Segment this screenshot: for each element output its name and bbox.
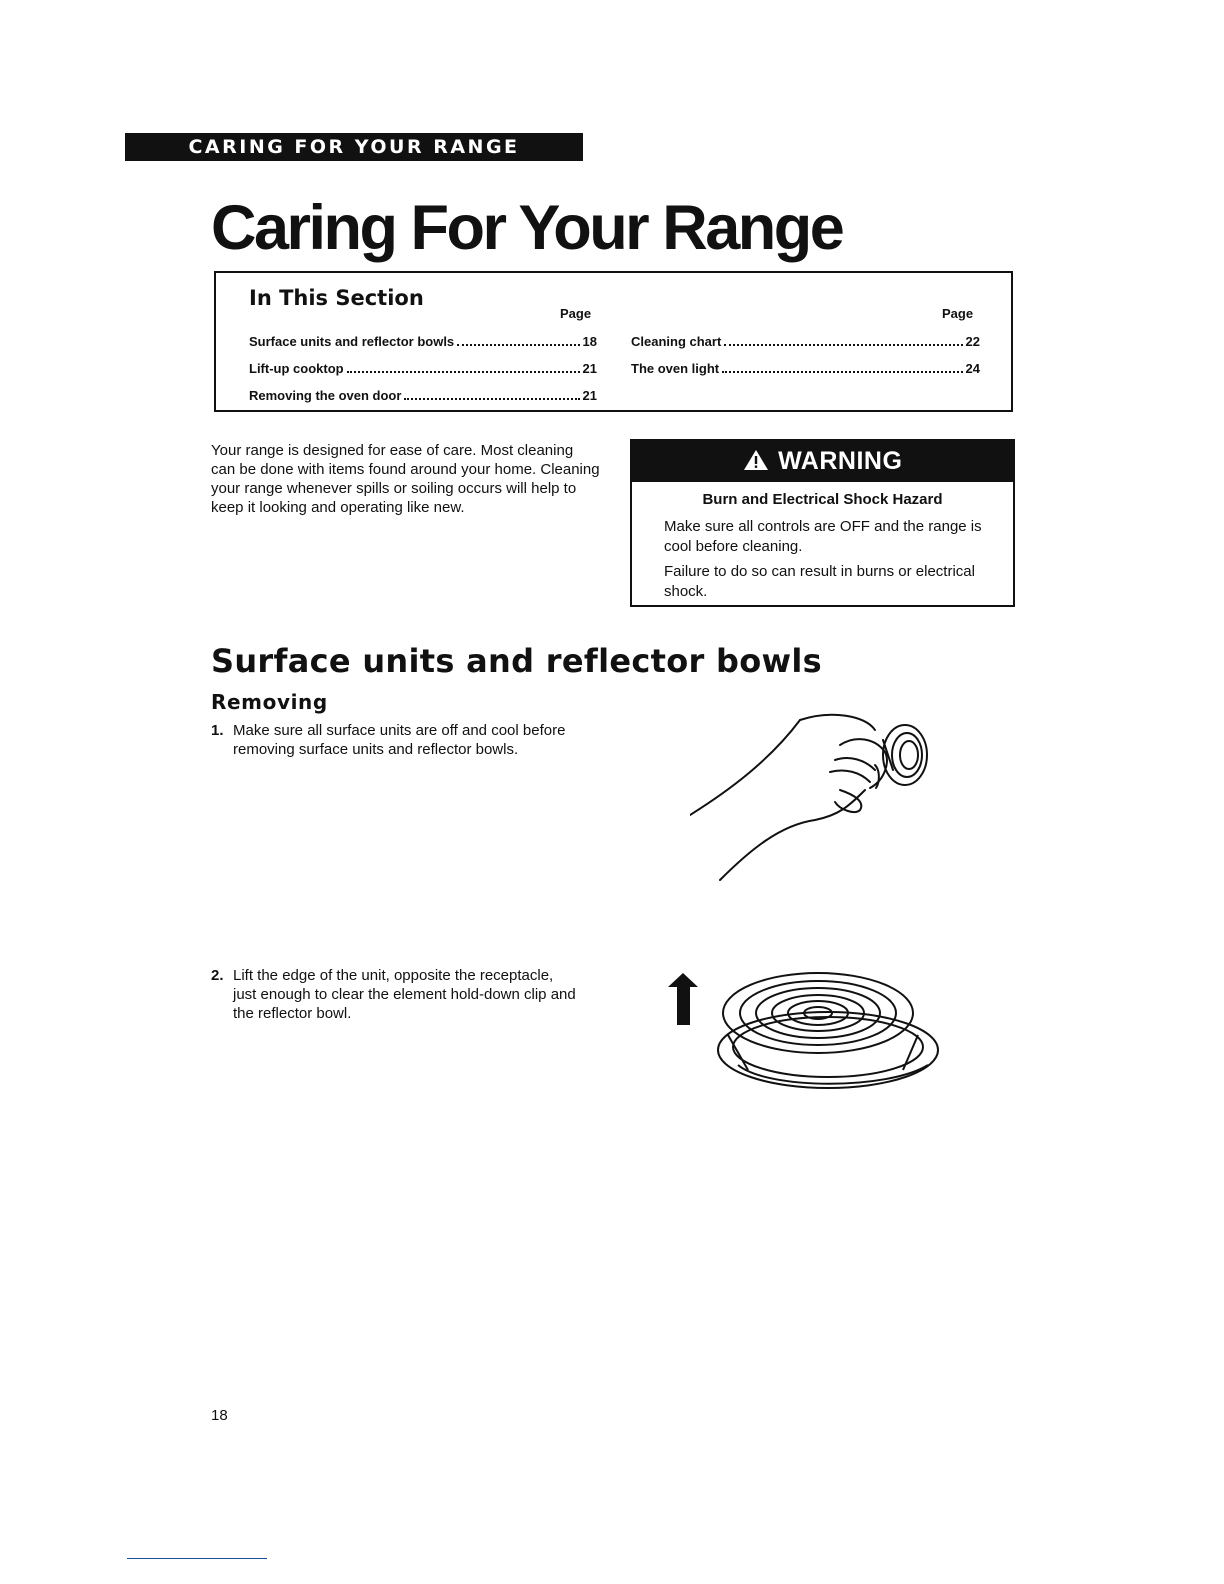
- toc-entry-page: 22: [965, 334, 980, 349]
- toc-entry-oven-light[interactable]: [631, 361, 980, 376]
- intro-paragraph: Your range is designed for ease of care. Most cleaning can be done with items found around your home. Cleaning your range whenever spills or soiling occurs will help to keep it looking and operating like new.: [211, 442, 600, 516]
- warning-triangle-icon: [743, 447, 778, 475]
- hand-removing-unit-illustration: [690, 710, 940, 890]
- toc-entry-page: 24: [965, 361, 980, 376]
- warning-paragraph-2: Failure to do so can result in burns or electrical shock.: [664, 563, 975, 600]
- toc-heading: In This Section: [249, 286, 424, 310]
- toc-entry-label: Surface units and reflector bowls: [249, 334, 455, 349]
- toc-entry-label: Cleaning chart: [631, 334, 722, 349]
- toc-entry-label: Lift-up cooktop: [249, 361, 344, 376]
- warning-paragraph-1: Make sure all controls are OFF and the range is cool before cleaning.: [664, 518, 982, 555]
- toc-entry-page: 21: [582, 388, 597, 403]
- toc-leader-dots: [724, 335, 962, 346]
- step-number: 1.: [211, 722, 224, 739]
- toc-entry-cleaning-chart[interactable]: [631, 334, 980, 349]
- toc-entry-lift-up-cooktop[interactable]: [249, 361, 597, 376]
- step-1: [211, 721, 581, 781]
- toc-leader-dots: [457, 335, 579, 346]
- warning-banner: [632, 441, 1013, 482]
- toc-leader-dots: [722, 362, 962, 373]
- step-number: 2.: [211, 967, 224, 984]
- footer-rule: [127, 1558, 267, 1559]
- toc-entry-page: 21: [582, 361, 597, 376]
- step-text: Make sure all surface units are off and cool before removing surface units and reflector bowls.: [233, 722, 566, 758]
- subsection-title: Removing: [211, 690, 328, 714]
- toc-page-header-left: Page: [560, 306, 592, 321]
- toc-entry-surface-units[interactable]: [249, 334, 597, 349]
- toc-page-header-right: Page: [942, 306, 974, 321]
- step-2: [211, 966, 581, 1026]
- lift-unit-illustration: [668, 965, 943, 1100]
- toc-leader-dots: [347, 362, 580, 373]
- section-title: Surface units and reflector bowls: [211, 642, 822, 680]
- up-arrow-icon: [668, 973, 698, 1025]
- toc-entry-removing-oven-door[interactable]: [249, 388, 597, 403]
- toc-entry-page: 18: [582, 334, 597, 349]
- page-number: 18: [211, 1407, 228, 1424]
- page-title: Caring For Your Range: [211, 193, 843, 263]
- step-text: Lift the edge of the unit, opposite the receptacle, just enough to clear the element hold-down clip and the reflector bowl.: [233, 967, 576, 1022]
- warning-title: Burn and Electrical Shock Hazard: [702, 491, 943, 508]
- warning-box: [630, 439, 1015, 607]
- warning-label: WARNING: [778, 447, 903, 475]
- section-header-bar: CARING FOR YOUR RANGE: [125, 133, 583, 161]
- toc-leader-dots: [404, 389, 579, 400]
- toc-entry-label: The oven light: [631, 361, 720, 376]
- toc-entry-label: Removing the oven door: [249, 388, 402, 403]
